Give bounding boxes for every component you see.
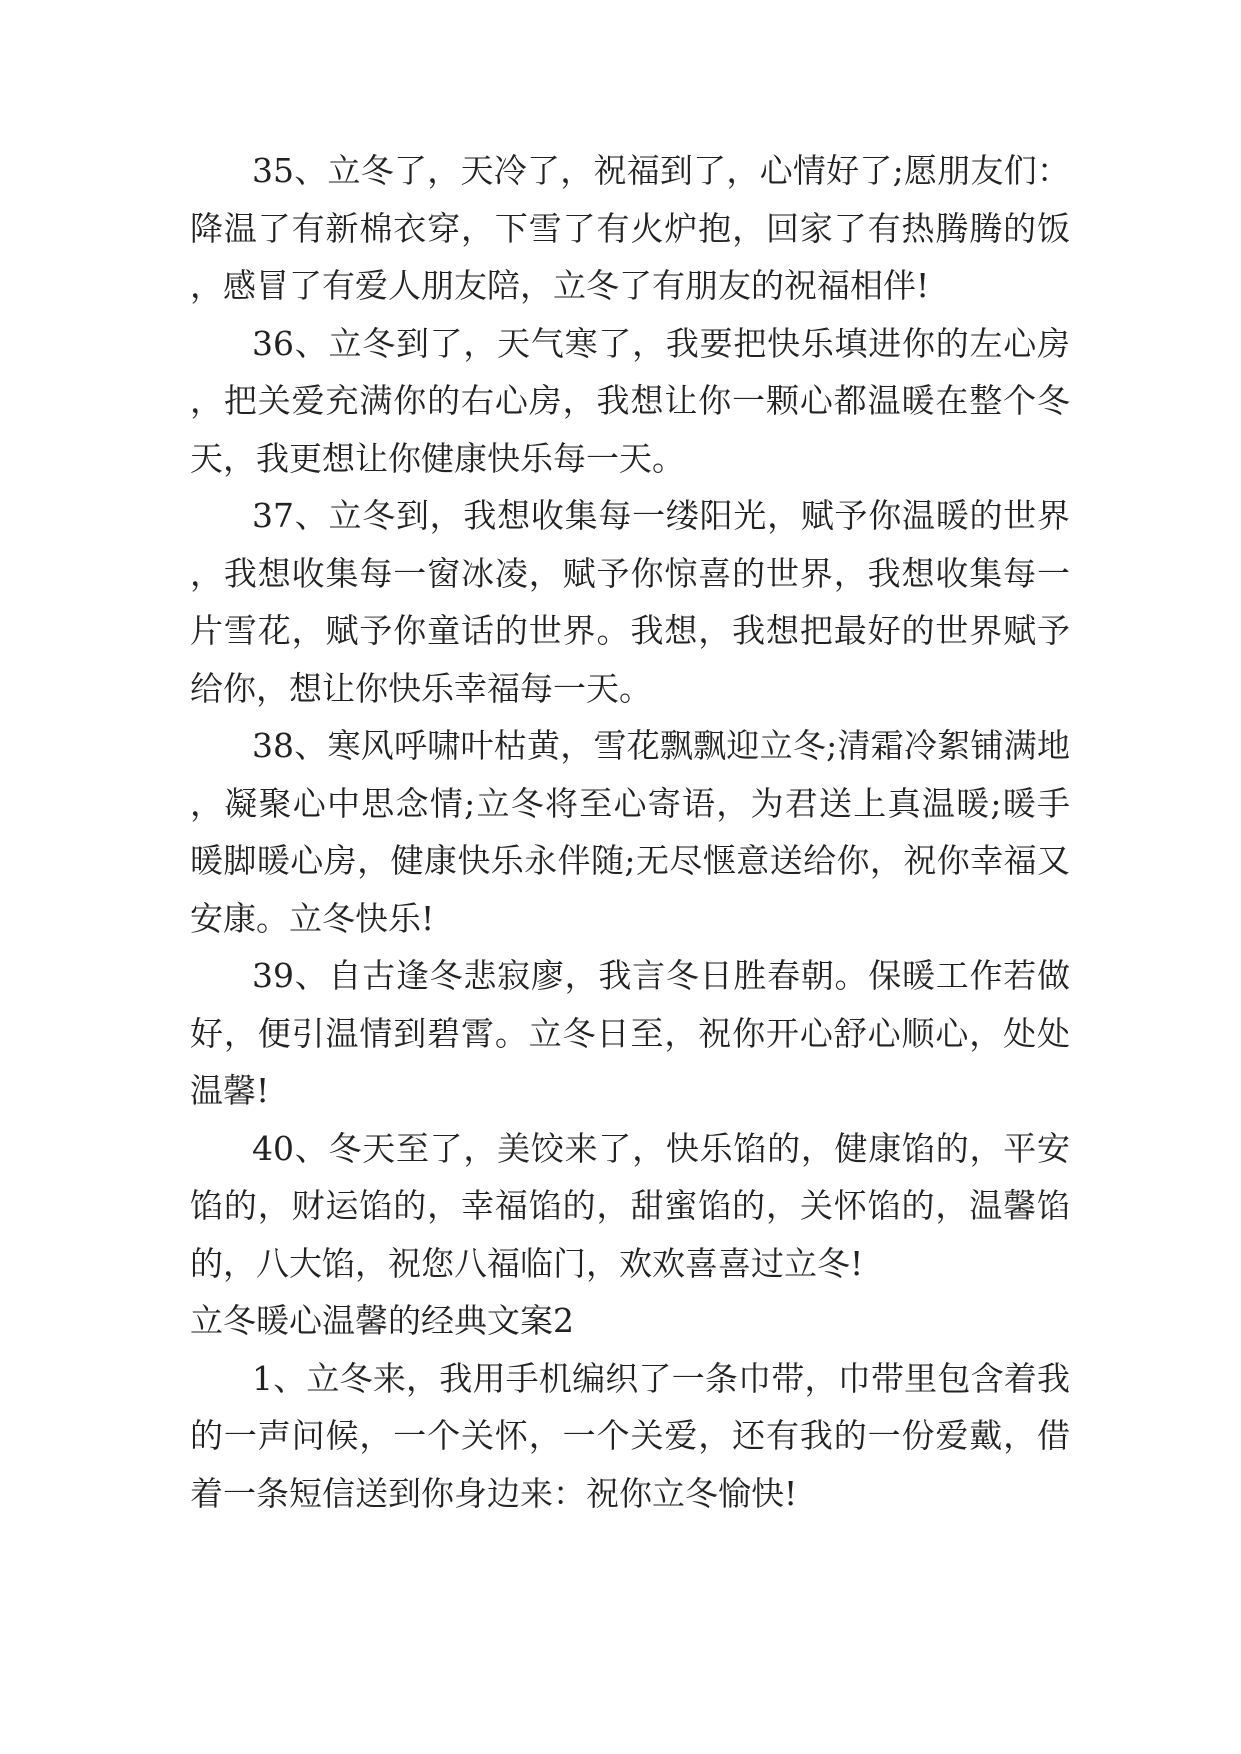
- paragraph-1: 1、立冬来，我用手机编织了一条巾带，巾带里包含着我的一声问候，一个关怀，一个关爱，还有我的一份爱戴，借着一条短信送到你身边来：祝你立冬愉快!: [190, 1358, 1070, 1513]
- paragraph-38: 38、寒风呼啸叶枯黄，雪花飘飘迎立冬;清霜冷絮铺满地，凝聚心中思念情;立冬将至心寄语，为君送上真温暖;暖手暖脚暖心房，健康快乐永伴随;无尽惬意送给你，祝你幸福又安康。立冬快乐!: [190, 726, 1070, 938]
- paragraph-39: 39、自古逢冬悲寂廖，我言冬日胜春朝。保暖工作若做好，便引温情到碧霄。立冬日至，祝你开心舒心顺心，处处温馨!: [190, 956, 1070, 1110]
- paragraph-40: 40、冬天至了，美饺来了，快乐馅的，健康馅的，平安馅的，财运馅的，幸福馅的，甜蜜馅的，关怀馅的，温馨馅的，八大馅，祝您八福临门，欢欢喜喜过立冬!: [190, 1128, 1070, 1283]
- paragraph-37: 37、立冬到，我想收集每一缕阳光，赋予你温暖的世界，我想收集每一窗冰凌，赋予你惊喜的世界，我想收集每一片雪花，赋予你童话的世界。我想，我想把最好的世界赋予给你，想让你快乐幸福每一天。: [190, 496, 1070, 708]
- paragraph-35: 35、立冬了，天冷了，祝福到了，心情好了;愿朋友们：降温了有新棉衣穿，下雪了有火炉抱，回家了有热腾腾的饭，感冒了有爱人朋友陪，立冬了有朋友的祝福相伴!: [190, 151, 1070, 305]
- paragraph-36: 36、立冬到了，天气寒了，我要把快乐填进你的左心房，把关爱充满你的右心房，我想让你一颗心都温暖在整个冬天，我更想让你健康快乐每一天。: [190, 323, 1070, 478]
- section-heading: 立冬暖心温馨的经典文案2: [190, 1301, 574, 1340]
- document-body: [190, 142, 1070, 1522]
